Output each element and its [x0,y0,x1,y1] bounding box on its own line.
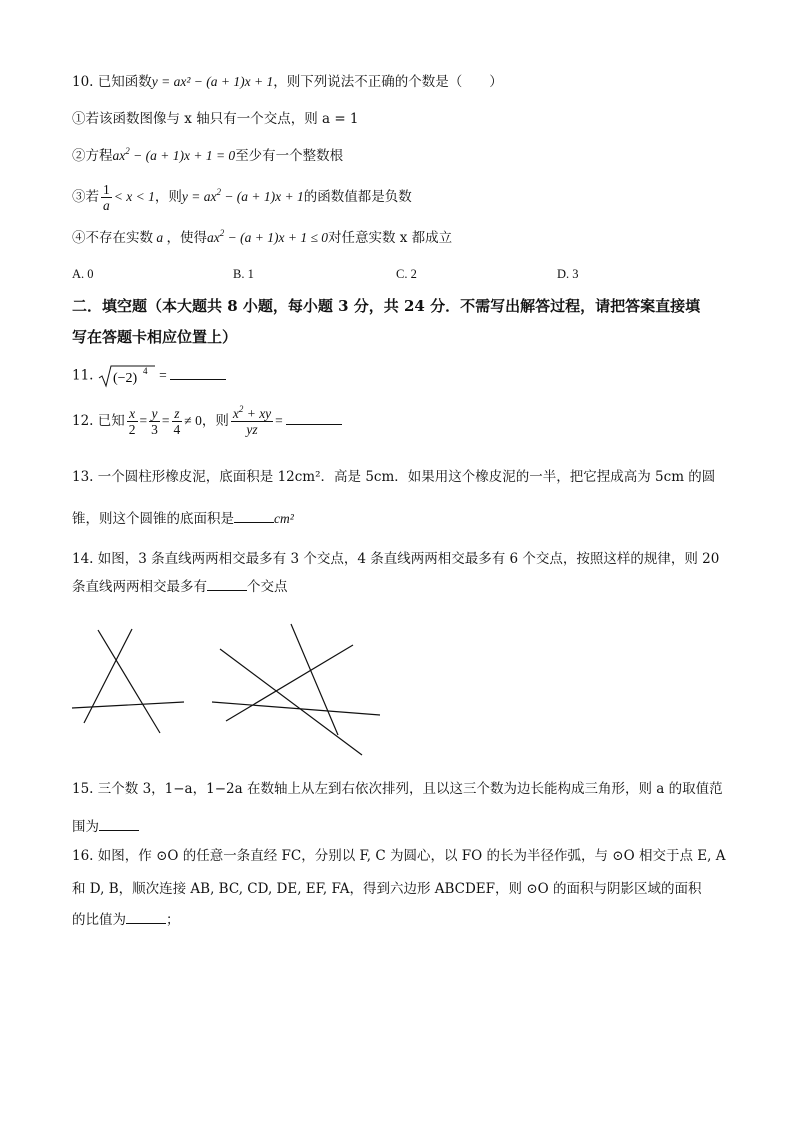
q10-stem-suffix: ，则下列说法不正确的个数是（ ） [273,74,503,90]
figure-line [98,630,160,733]
q12-number: 12. [72,413,94,429]
q11-answer-blank[interactable] [170,367,226,380]
q15-text-2: 围为 [72,819,99,835]
q10-s2-equation: $ax^2 - (a + 1)x + 1 = 0$ [112,146,236,163]
section-2-heading-line1: 二．填空题（本大题共 8 小题，每小题 3 分，共 24 分．不需写出解答过程，请把答案直接填 [72,297,701,315]
svg-text:4: 4 [142,366,148,376]
q12-target-fraction: $\frac{x^2 + xy}{yz}$ [232,404,272,437]
q10-option-b: B. 1 [233,267,254,281]
q12-answer-blank[interactable] [286,412,342,425]
q14-text-2-prefix: 条直线两两相交最多有 [72,579,207,595]
q10-stem [72,73,503,91]
q10-option-d: D. 3 [557,267,579,281]
q10-s3-inequality: < x < 1 [113,189,155,204]
four-lines-figure [212,624,380,755]
q15-number: 15. [72,781,94,797]
q10-s4-prefix: ④不存在实数 [72,230,153,246]
q10-s3-suffix: 的函数值都是负数 [303,189,412,205]
q10-stem-prefix: 已知函数 [97,74,152,90]
q10-s4-mid: ，使得 [166,230,207,246]
q11-number: 11. [72,367,94,384]
q10-statement-4 [72,229,452,247]
q10-number: 10. [72,74,94,90]
q13-line2 [72,510,294,528]
q10-s4-inequality: $ax^2 - (a + 1)x + 1 \le 0$ [207,228,328,245]
q14-answer-blank[interactable] [207,578,247,591]
q13-number: 13. [72,469,94,485]
figure-line [84,629,132,723]
q15-line2 [72,818,139,836]
q13-line1 [72,468,715,486]
figure-line [226,645,353,721]
q11-sqrt-expression [98,364,156,388]
q14-lines-figure [60,615,400,765]
q16-answer-blank[interactable] [126,911,166,924]
q14-text-1: 如图，3 条直线两两相交最多有 3 个交点，4 条直线两两相交最多有 6 个交点，按照这样的规律，则 20 [97,551,720,567]
q10-s2-suffix: 至少有一个整数根 [235,148,344,164]
q10-s3-fraction: $\frac{1}{a}$ [103,182,110,213]
q10-s3-mid: ，则 [154,189,182,205]
q10-s3-function: $y = ax^2 - (a + 1)x + 1$ [181,187,304,204]
q12-mid: ，则 [201,413,229,429]
q16-text-1: 如图，作 ⊙O 的任意一条直经 FC，分别以 F, C 为圆心，以 FO 的长为半径作弧，与 ⊙O 相交于点 E, A [97,848,726,864]
q16-text-3: 的比值为 [72,912,126,928]
q13-unit: cm² [274,511,294,526]
q16-line1 [72,847,725,865]
q14-line2 [72,578,288,596]
q10-s4-suffix: 对任意实数 x 都成立 [327,230,453,246]
q15-text-1: 三个数 3，1−a，1−2a 在数轴上从左到右依次排列，且以这三个数为边长能构成三角形，则 a 的取值范 [97,781,723,797]
q13-text-2: 锥，则这个圆锥的底面积是 [72,511,234,527]
svg-text:(−2): (−2) [112,371,138,386]
q13-answer-blank[interactable] [234,510,274,523]
q15-answer-blank[interactable] [99,818,139,831]
q10-option-a: A. 0 [72,267,94,281]
q10-s3-prefix: ③若 [72,189,99,205]
figure-line [291,624,338,735]
three-lines-figure [72,629,184,733]
q10-s2-prefix: ②方程 [72,148,113,164]
q16-line2: 和 D, B，顺次连接 AB, BC, CD, DE, EF, FA，得到六边形 ABCDEF，则 ⊙O 的面积与阴影区域的面积 [72,881,702,897]
q10-function: y = ax² − (a + 1)x + 1 [151,74,274,89]
q10-statement-1: ①若该函数图像与 x 轴只有一个交点，则 a = 1 [72,111,359,127]
q16-line3 [72,911,180,929]
q12-prefix: 已知 [97,413,125,429]
q10-statement-2 [72,147,343,165]
q16-number: 16. [72,848,94,864]
figure-line [72,702,184,708]
section-2-heading-line2: 写在答题卡相应位置上） [72,328,238,346]
q15-line1 [72,780,723,798]
q14-text-2-suffix: 个交点 [247,579,288,595]
q13-text-1: 一个圆柱形橡皮泥，底面积是 12cm²．高是 5cm．如果用这个橡皮泥的一半，把它捏成高为 5cm 的圆 [97,469,716,485]
q10-option-c: C. 2 [396,267,417,281]
q10-statement-3 [72,182,412,213]
q16-text-3-suffix: ； [166,912,180,928]
figure-line [220,649,362,755]
q11: 11. (−2) 4 = [72,364,226,388]
q14-number: 14. [72,551,94,567]
q12: 12. 已知 $\frac{x}{2}$ = $\frac{y}{3}$ = $\frac{z}{4}$ ≠ 0，则 $\frac{x^2 + xy}{yz}$ = [72,404,342,438]
figure-line [212,702,380,715]
q10-s4-var: a [153,230,167,245]
q14-line1 [72,550,719,568]
